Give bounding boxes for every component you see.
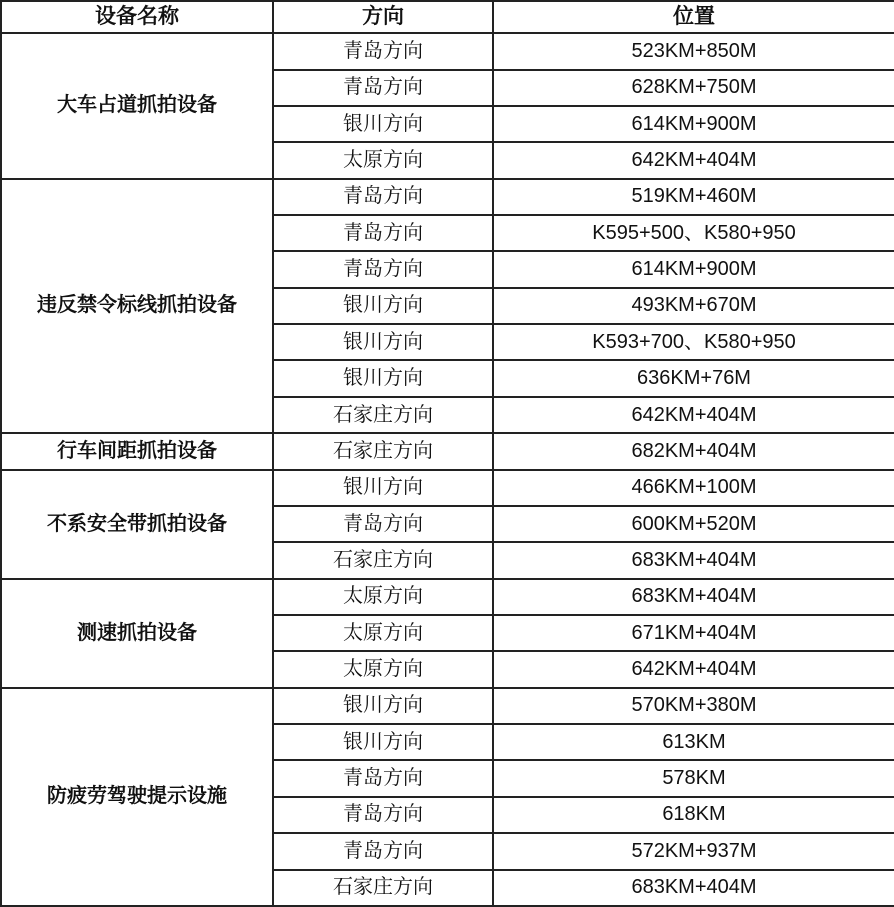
location-cell: 493KM+670M — [493, 288, 894, 324]
table-row — [1, 470, 894, 506]
direction-cell: 石家庄方向 — [273, 397, 493, 433]
location-cell: 683KM+404M — [493, 870, 894, 906]
location-cell: 578KM — [493, 760, 894, 796]
direction-cell: 太原方向 — [273, 651, 493, 687]
location-cell: 618KM — [493, 797, 894, 833]
direction-cell: 银川方向 — [273, 324, 493, 360]
direction-cell: 青岛方向 — [273, 251, 493, 287]
device-name-cell: 不系安全带抓拍设备 — [1, 470, 273, 579]
table-row — [1, 179, 894, 215]
location-cell: 600KM+520M — [493, 506, 894, 542]
location-cell: 683KM+404M — [493, 542, 894, 578]
column-header-direction: 方向 — [273, 1, 493, 33]
table-row — [1, 688, 894, 724]
location-cell: 636KM+76M — [493, 360, 894, 396]
table-row — [1, 433, 894, 469]
column-header-location: 位置 — [493, 1, 894, 33]
direction-cell: 石家庄方向 — [273, 433, 493, 469]
device-name-cell: 测速抓拍设备 — [1, 579, 273, 688]
location-cell: 671KM+404M — [493, 615, 894, 651]
direction-cell: 太原方向 — [273, 615, 493, 651]
location-cell: 682KM+404M — [493, 433, 894, 469]
location-cell: 466KM+100M — [493, 470, 894, 506]
direction-cell: 青岛方向 — [273, 33, 493, 69]
direction-cell: 青岛方向 — [273, 833, 493, 869]
table-header-row — [1, 1, 894, 33]
direction-cell: 青岛方向 — [273, 506, 493, 542]
location-cell: 642KM+404M — [493, 397, 894, 433]
direction-cell: 石家庄方向 — [273, 542, 493, 578]
direction-cell: 太原方向 — [273, 579, 493, 615]
location-cell: K595+500、K580+950 — [493, 215, 894, 251]
location-cell: 523KM+850M — [493, 33, 894, 69]
direction-cell: 银川方向 — [273, 106, 493, 142]
device-name-cell: 违反禁令标线抓拍设备 — [1, 179, 273, 434]
direction-cell: 银川方向 — [273, 288, 493, 324]
table-row — [1, 579, 894, 615]
direction-cell: 石家庄方向 — [273, 870, 493, 906]
direction-cell: 银川方向 — [273, 724, 493, 760]
location-cell: 683KM+404M — [493, 579, 894, 615]
direction-cell: 银川方向 — [273, 688, 493, 724]
location-cell: 613KM — [493, 724, 894, 760]
table-body — [1, 33, 894, 906]
table-header — [1, 1, 894, 33]
direction-cell: 青岛方向 — [273, 70, 493, 106]
location-cell: K593+700、K580+950 — [493, 324, 894, 360]
direction-cell: 青岛方向 — [273, 179, 493, 215]
location-cell: 628KM+750M — [493, 70, 894, 106]
direction-cell: 青岛方向 — [273, 215, 493, 251]
table-row — [1, 33, 894, 69]
direction-cell: 青岛方向 — [273, 760, 493, 796]
location-cell: 519KM+460M — [493, 179, 894, 215]
location-cell: 572KM+937M — [493, 833, 894, 869]
location-cell: 642KM+404M — [493, 142, 894, 178]
direction-cell: 银川方向 — [273, 470, 493, 506]
location-cell: 614KM+900M — [493, 106, 894, 142]
direction-cell: 青岛方向 — [273, 797, 493, 833]
location-cell: 614KM+900M — [493, 251, 894, 287]
device-name-cell: 行车间距抓拍设备 — [1, 433, 273, 469]
direction-cell: 银川方向 — [273, 360, 493, 396]
location-cell: 642KM+404M — [493, 651, 894, 687]
location-cell: 570KM+380M — [493, 688, 894, 724]
column-header-device-name: 设备名称 — [1, 1, 273, 33]
direction-cell: 太原方向 — [273, 142, 493, 178]
device-name-cell: 防疲劳驾驶提示设施 — [1, 688, 273, 906]
device-name-cell: 大车占道抓拍设备 — [1, 33, 273, 178]
